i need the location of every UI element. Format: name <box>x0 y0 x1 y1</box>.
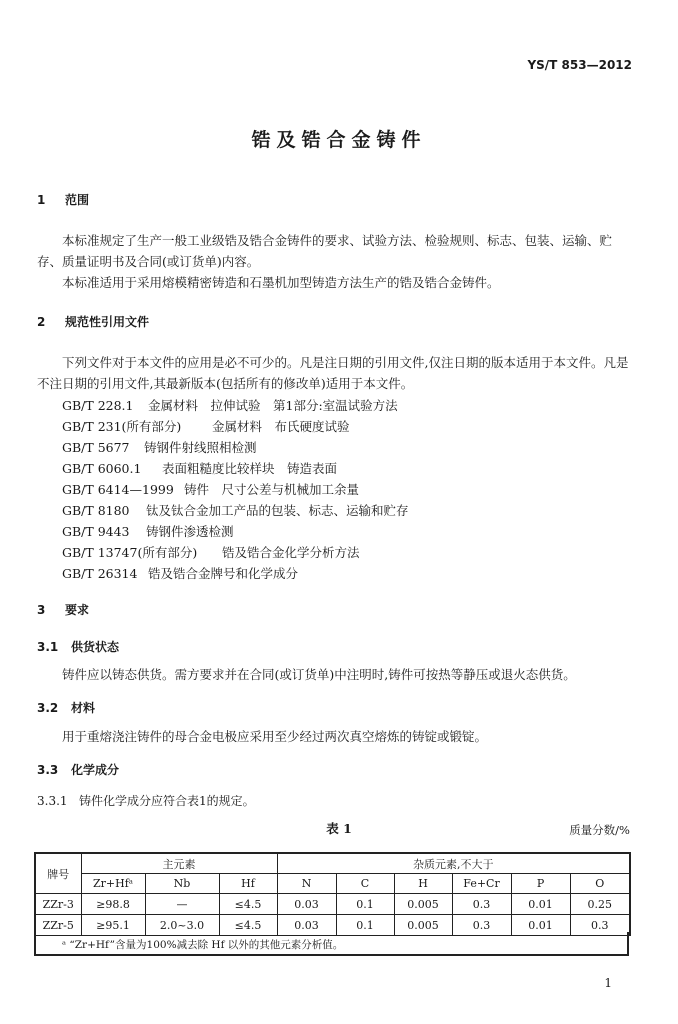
section-title: 范围 <box>65 193 90 207</box>
table-caption: 表 1 <box>326 821 352 836</box>
section-1-heading <box>37 191 89 208</box>
section-number: 3 <box>37 603 46 617</box>
table-cell: ≤4.5 <box>219 915 277 936</box>
standard-number: YS/T 853—2012 <box>527 58 632 72</box>
reference-title: 铸钢件渗透检测 <box>146 524 234 539</box>
reference-item <box>62 480 359 498</box>
page-number: 1 <box>604 976 612 990</box>
section-title: 供货状态 <box>71 640 120 654</box>
section-2-heading <box>37 313 149 330</box>
section-1-para-1: 本标准规定了生产一般工业级锆及锆合金铸件的要求、试验方法、检验规则、标志、包装、运输、贮存、质量证明书及合同(或订货单)内容。 <box>37 233 613 269</box>
section-number: 2 <box>37 315 46 329</box>
table-cell: 0.03 <box>277 894 336 915</box>
section-title: 材料 <box>71 701 96 715</box>
section-number: 1 <box>37 193 46 207</box>
section-3-3-heading <box>37 761 119 778</box>
reference-title: 金属材料 布氏硬度试验 <box>212 419 350 434</box>
table-cell: 0.3 <box>570 915 630 936</box>
reference-title: 金属材料 拉伸试验 第1部分:室温试验方法 <box>148 398 398 413</box>
section-3-3-1-clause <box>37 792 255 809</box>
reference-item <box>62 543 360 561</box>
table-subheader-row <box>35 874 630 894</box>
document-title: 锆及锆合金铸件 <box>251 129 427 151</box>
grade-column-header: 牌号 <box>35 853 81 894</box>
reference-title: 钛及钛合金加工产品的包装、标志、运输和贮存 <box>146 503 409 518</box>
table-cell: 0.1 <box>336 915 394 936</box>
reference-item <box>62 438 257 456</box>
table-cell: 0.3 <box>452 894 511 915</box>
section-3-1-heading <box>37 638 119 655</box>
section-3-1-para: 铸件应以铸态供货。需方要求并在合同(或订货单)中注明时,铸件可按热等静压或退火态供货。 <box>62 667 576 682</box>
column-header: H <box>394 874 452 894</box>
column-header: N <box>277 874 336 894</box>
section-3-2-para: 用于重熔浇注铸件的母合金电极应采用至少经过两次真空熔炼的铸锭或锻锭。 <box>62 729 488 744</box>
reference-code: GB/T 5677 <box>62 440 130 455</box>
section-number: 3.2 <box>37 701 59 715</box>
reference-item <box>62 564 298 582</box>
table-footnote: ᵃ “Zr+Hf”含量为100%减去除 Hf 以外的其他元素分析值。 <box>62 939 344 951</box>
chemical-composition-table <box>34 852 631 936</box>
column-header: O <box>570 874 630 894</box>
reference-code: GB/T 6060.1 <box>62 461 142 476</box>
clause-text: 铸件化学成分应符合表1的规定。 <box>79 794 255 808</box>
section-3-2-heading <box>37 699 95 716</box>
column-header: Nb <box>145 874 219 894</box>
reference-title: 锆及锆合金化学分析方法 <box>222 545 360 560</box>
section-2-para-1: 下列文件对于本文件的应用是必不可少的。凡是注日期的引用文件,仅注日期的版本适用于本文件。凡是不注日期的引用文件,其最新版本(包括所有的修改单)适用于本文件。 <box>37 355 629 391</box>
section-number: 3.3 <box>37 763 59 777</box>
table-cell: ZZr-5 <box>35 915 81 936</box>
reference-item <box>62 417 350 435</box>
table-cell: 0.005 <box>394 894 452 915</box>
main-elements-header: 主元素 <box>81 853 277 874</box>
table-header-row <box>35 853 630 874</box>
section-number: 3.3.1 <box>37 794 68 808</box>
reference-code: GB/T 231(所有部分) <box>62 419 182 434</box>
column-header: C <box>336 874 394 894</box>
reference-title: 铸件 尺寸公差与机械加工余量 <box>184 482 360 497</box>
column-header: Hf <box>219 874 277 894</box>
table-cell: 0.03 <box>277 915 336 936</box>
table-cell: 0.25 <box>570 894 630 915</box>
table-cell: 0.1 <box>336 894 394 915</box>
table-cell: ≥95.1 <box>81 915 145 936</box>
table-cell: 0.3 <box>452 915 511 936</box>
reference-code: GB/T 26314 <box>62 566 138 581</box>
table-frame-right <box>627 932 629 954</box>
section-title: 要求 <box>65 603 90 617</box>
impurity-elements-header: 杂质元素,不大于 <box>277 853 630 874</box>
reference-item <box>62 396 398 414</box>
reference-item <box>62 459 337 477</box>
reference-code: GB/T 13747(所有部分) <box>62 545 198 560</box>
reference-title: 锆及锆合金牌号和化学成分 <box>148 566 299 581</box>
section-3-heading <box>37 601 89 618</box>
reference-code: GB/T 8180 <box>62 503 130 518</box>
section-number: 3.1 <box>37 640 59 654</box>
column-header: P <box>511 874 570 894</box>
reference-item <box>62 501 409 519</box>
table-unit: 质量分数/% <box>569 823 630 837</box>
reference-item <box>62 522 234 540</box>
section-1-para-2: 本标准适用于采用熔模精密铸造和石墨机加型铸造方法生产的锆及锆合金铸件。 <box>62 275 500 290</box>
reference-code: GB/T 228.1 <box>62 398 134 413</box>
reference-title: 铸钢件射线照相检测 <box>144 440 257 455</box>
column-header: Fe+Cr <box>452 874 511 894</box>
section-title: 规范性引用文件 <box>65 315 150 329</box>
table-cell: ≥98.8 <box>81 894 145 915</box>
table-frame-left <box>34 932 36 954</box>
reference-title: 表面粗糙度比较样块 铸造表面 <box>162 461 338 476</box>
table-row <box>35 894 630 915</box>
table-cell: ≤4.5 <box>219 894 277 915</box>
reference-code: GB/T 9443 <box>62 524 130 539</box>
section-title: 化学成分 <box>71 763 120 777</box>
column-header: Zr+Hfᵃ <box>81 874 145 894</box>
table-row <box>35 915 630 936</box>
reference-code: GB/T 6414—1999 <box>62 482 174 497</box>
table-cell: 0.005 <box>394 915 452 936</box>
table-cell: 0.01 <box>511 915 570 936</box>
table-cell: ZZr-3 <box>35 894 81 915</box>
table-frame-bottom <box>34 954 629 956</box>
table-cell: 2.0~3.0 <box>145 915 219 936</box>
table-cell: 0.01 <box>511 894 570 915</box>
table-cell: — <box>145 894 219 915</box>
